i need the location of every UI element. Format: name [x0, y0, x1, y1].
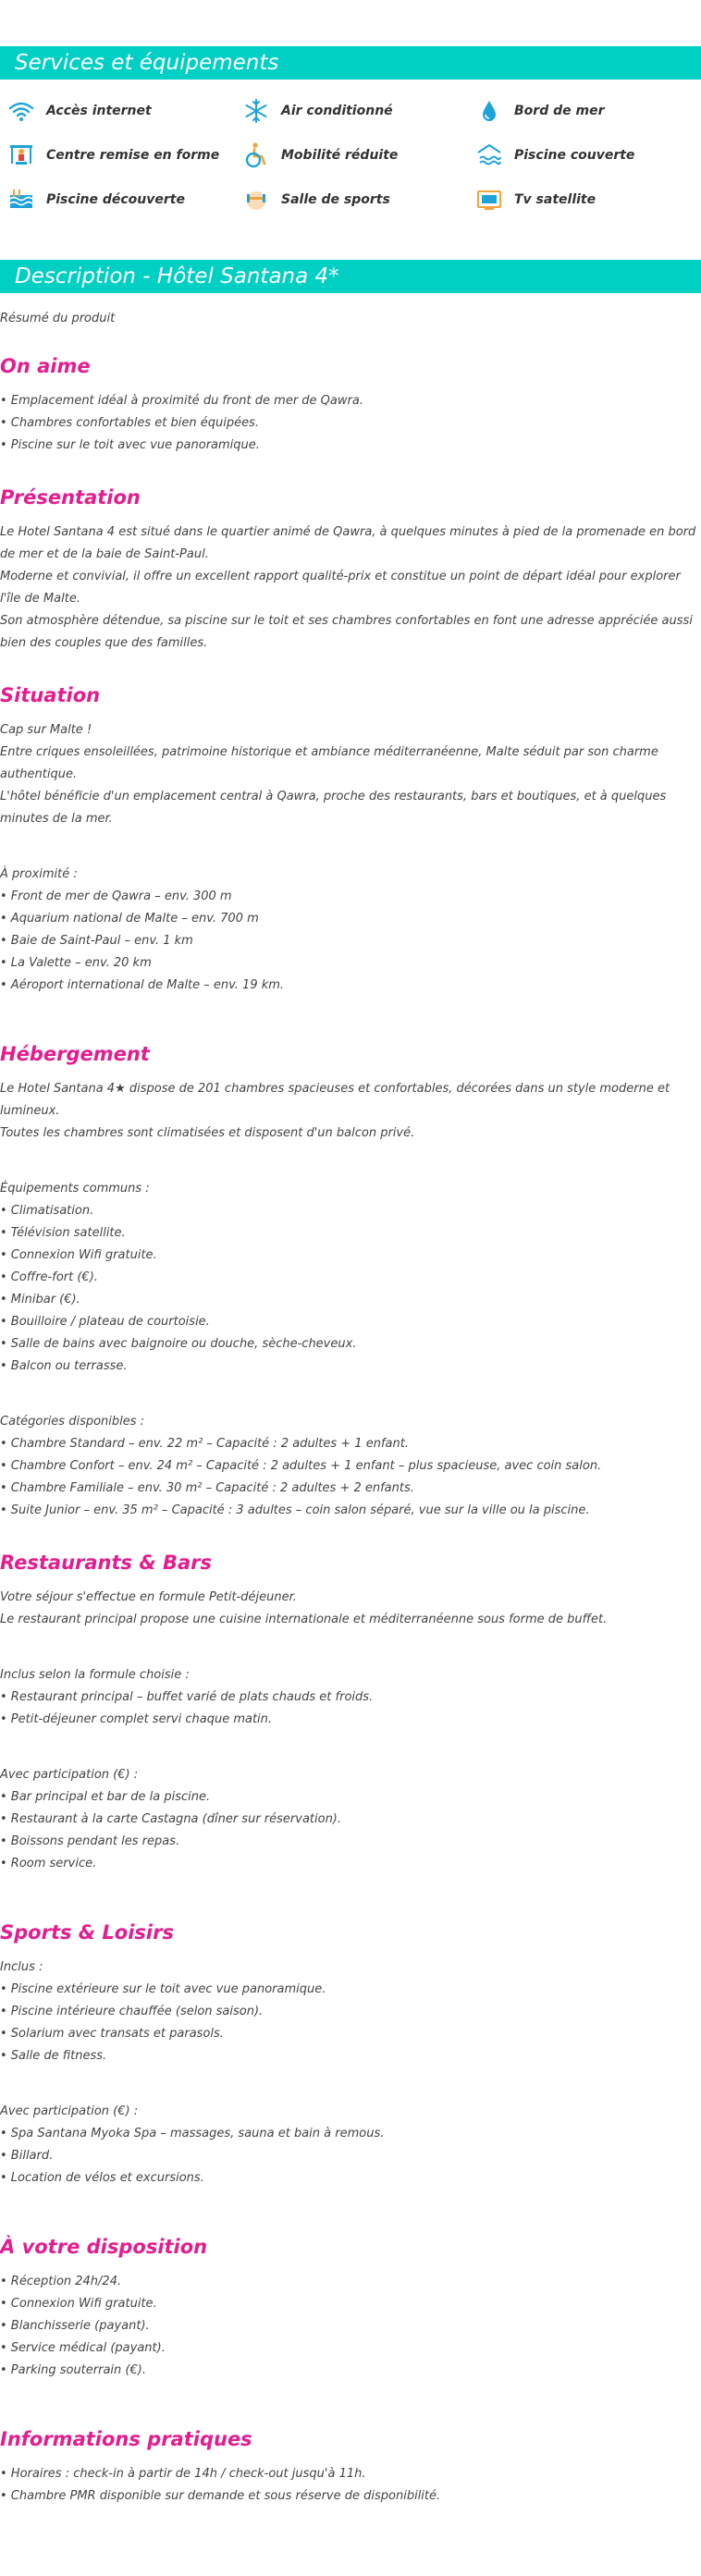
list-item: • Blanchisserie (payant).: [0, 2319, 150, 2333]
paragraph: L'hôtel bénéficie d'un emplacement central à Qawra, proche des restaurants, bars et boutiques, et à quelques minutes de la mer.: [0, 790, 667, 826]
snowflake-icon: [242, 97, 270, 125]
paragraph: Son atmosphère détendue, sa piscine sur le toit et ses chambres confortables en font une adresse appréciée aussi bien des couples que des familles.: [0, 614, 693, 650]
section-title-on-aime: On aime: [0, 355, 91, 377]
sports-hall-icon: [242, 186, 270, 214]
section-title-sports: Sports & Loisirs: [0, 1921, 174, 1944]
proximity-label: À proximité :: [0, 867, 78, 881]
list-item: • Chambre Familiale – env. 30 m² – Capacité : 2 adultes + 2 enfants.: [0, 1481, 414, 1495]
list-item: • Restaurant à la carte Castagna (dîner sur réservation).: [0, 1812, 342, 1826]
services-title: Services et équipements: [15, 51, 279, 75]
indoor-pool-icon: [475, 141, 503, 169]
list-item: • Parking souterrain (€).: [0, 2363, 146, 2377]
service-item: Tv satellite: [475, 183, 596, 216]
list-item: • Chambres confortables et bien équipées.: [0, 416, 260, 430]
paragraph: Toutes les chambres sont climatisées et disposent d'un balcon privé.: [0, 1126, 415, 1140]
list-item: • Location de vélos et excursions.: [0, 2171, 204, 2185]
list-item: • Bar principal et bar de la piscine.: [0, 1790, 211, 1804]
hebergement-text: [0, 1078, 701, 1522]
situation-text: [0, 719, 701, 997]
list-item: • Aquarium national de Malte – env. 700 m: [0, 912, 259, 926]
list-item: • La Valette – env. 20 km: [0, 956, 152, 970]
on-aime-list: [0, 390, 701, 457]
categories-label: Catégories disponibles :: [0, 1415, 145, 1429]
paragraph: Le restaurant principal propose une cuisine internationale et méditerranéenne sous forme de buffet.: [0, 1613, 608, 1626]
list-item: • Restaurant principal – buffet varié de plats chauds et froids.: [0, 1690, 374, 1704]
section-title-hebergement: Hébergement: [0, 1043, 150, 1065]
list-item: • Salle de bains avec baignoire ou douche, sèche-cheveux.: [0, 1337, 357, 1351]
description-title: Description - Hôtel Santana 4*: [15, 264, 339, 288]
list-item: • Aéroport international de Malte – env. 19 km.: [0, 978, 285, 992]
service-item: Centre remise en forme: [7, 139, 219, 172]
list-item: • Spa Santana Myoka Spa – massages, sauna et bain à remous.: [0, 2127, 385, 2141]
section-title-situation: Situation: [0, 684, 101, 706]
list-item: • Boissons pendant les repas.: [0, 1834, 180, 1848]
infos-list: [0, 2463, 701, 2508]
list-item: • Suite Junior – env. 35 m² – Capacité : 3 adultes – coin salon séparé, vue sur la ville ou la piscine.: [0, 1503, 590, 1517]
list-item: • Chambre Standard – env. 22 m² – Capacité : 2 adultes + 1 enfant.: [0, 1437, 409, 1451]
included-label: Inclus :: [0, 1960, 43, 1974]
service-item: Piscine découverte: [7, 183, 185, 216]
list-item: • Coffre-fort (€).: [0, 1270, 98, 1284]
restaurants-text: [0, 1587, 701, 1875]
wifi-icon: [7, 97, 35, 125]
section-title-presentation: Présentation: [0, 486, 141, 509]
section-title-restaurants: Restaurants & Bars: [0, 1552, 213, 1574]
list-item: • Connexion Wifi gratuite.: [0, 1248, 157, 1262]
water-drop-icon: [475, 97, 503, 125]
description-header: [0, 260, 701, 293]
list-item: • Service médical (payant).: [0, 2341, 166, 2355]
service-item: Piscine couverte: [475, 139, 634, 172]
list-item: • Front de mer de Qawra – env. 300 m: [0, 889, 232, 903]
sports-text: [0, 1957, 701, 2190]
list-item: • Télévision satellite.: [0, 1226, 126, 1240]
list-item: • Chambre PMR disponible sur demande et sous réserve de disponibilité.: [0, 2489, 441, 2503]
paragraph: Cap sur Malte !: [0, 723, 92, 737]
list-item: • Room service.: [0, 1857, 97, 1871]
list-item: • Minibar (€).: [0, 1293, 80, 1306]
services-header: [0, 46, 701, 80]
services-grid: [0, 80, 701, 260]
list-item: • Baie de Saint-Paul – env. 1 km: [0, 934, 193, 948]
paragraph: Votre séjour s'effectue en formule Petit-déjeuner.: [0, 1590, 297, 1604]
section-title-disposition: À votre disposition: [0, 2236, 208, 2258]
disposition-list: [0, 2271, 701, 2382]
list-item: • Bouilloire / plateau de courtoisie.: [0, 1315, 210, 1329]
service-item: Accès internet: [7, 94, 152, 128]
list-item: • Réception 24h/24.: [0, 2275, 122, 2288]
service-item: Salle de sports: [242, 183, 390, 216]
service-item: Air conditionné: [242, 94, 393, 128]
list-item: • Balcon ou terrasse.: [0, 1359, 128, 1373]
list-item: • Solarium avec transats et parasols.: [0, 2027, 224, 2041]
list-item: • Connexion Wifi gratuite.: [0, 2297, 157, 2311]
wheelchair-icon: [242, 141, 270, 169]
tv-icon: [475, 186, 503, 214]
list-item: • Piscine sur le toit avec vue panoramique.: [0, 438, 260, 452]
extra-label: Avec participation (€) :: [0, 2104, 139, 2118]
equipment-label: Équipements communs :: [0, 1182, 150, 1196]
fitness-icon: [7, 141, 35, 169]
list-item: • Petit-déjeuner complet servi chaque matin.: [0, 1712, 273, 1726]
product-summary: Résumé du produit: [0, 312, 116, 325]
list-item: • Emplacement idéal à proximité du front de mer de Qawra.: [0, 394, 363, 408]
paragraph: Moderne et convivial, il offre un excellent rapport qualité-prix et constitue un point de départ idéal pour explorer l'île de Malte.: [0, 570, 681, 606]
outdoor-pool-icon: [7, 186, 35, 214]
presentation-text: [0, 521, 701, 655]
list-item: • Piscine extérieure sur le toit avec vue panoramique.: [0, 1982, 326, 1996]
included-label: Inclus selon la formule choisie :: [0, 1668, 190, 1682]
section-title-infos: Informations pratiques: [0, 2428, 252, 2450]
extra-label: Avec participation (€) :: [0, 1768, 139, 1782]
paragraph: Le Hotel Santana 4 est situé dans le quartier animé de Qawra, à quelques minutes à pied de la promenade en bord de mer et de la baie de Saint-Paul.: [0, 525, 696, 561]
list-item: • Climatisation.: [0, 1204, 94, 1218]
list-item: • Horaires : check-in à partir de 14h / check-out jusqu'à 11h.: [0, 2467, 366, 2481]
list-item: • Piscine intérieure chauffée (selon saison).: [0, 2005, 264, 2018]
list-item: • Salle de fitness.: [0, 2049, 107, 2063]
list-item: • Billard.: [0, 2149, 54, 2163]
service-item: Mobilité réduite: [242, 139, 398, 172]
paragraph: Entre criques ensoleillées, patrimoine historique et ambiance méditerranéenne, Malte séduit par son charme authentique.: [0, 745, 658, 781]
service-item: Bord de mer: [475, 94, 604, 128]
list-item: • Chambre Confort – env. 24 m² – Capacité : 2 adultes + 1 enfant – plus spacieuse, avec coin salon.: [0, 1459, 602, 1473]
paragraph: Le Hotel Santana 4★ dispose de 201 chambres spacieuses et confortables, décorées dans un style moderne et lumineux.: [0, 1082, 670, 1118]
